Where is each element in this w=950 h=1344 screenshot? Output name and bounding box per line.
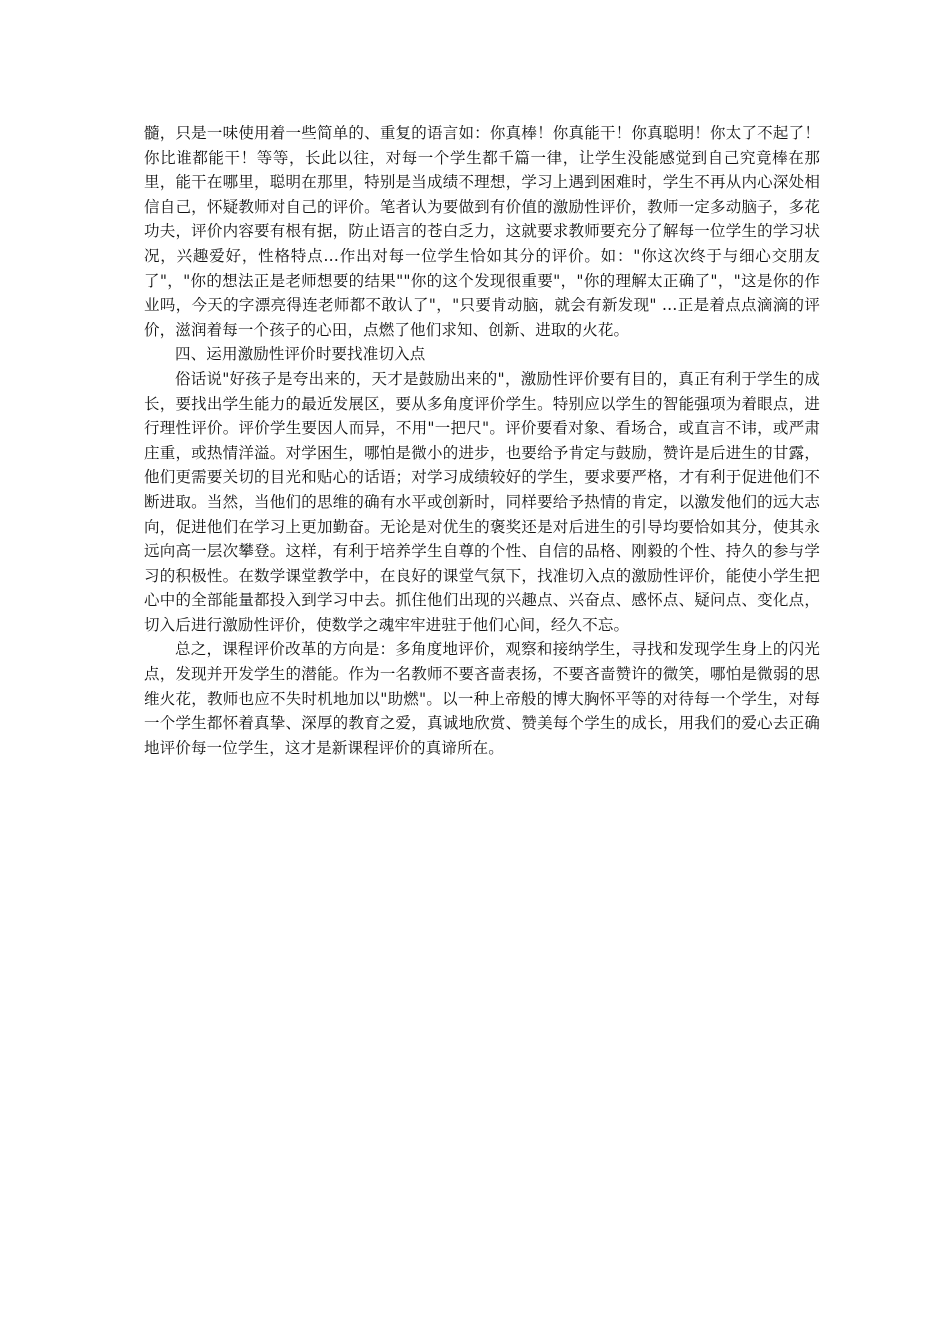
paragraph-continued: 髓，只是一味使用着一些简单的、重复的语言如：你真棒！你真能干！你真聪明！你太了不起了！你比谁都能干！等等，长此以往，对每一个学生都千篇一律，让学生没能感觉到自己究竟棒在那里，能干在哪里，聪明在那里，特别是当成绩不理想，学习上遇到困难时，学生不再从内心深处相信自己，怀疑教师对自己的评价。笔者认为要做到有价值的激励性评价，教师一定多动脑子，多花功夫，评价内容要有根有据，防止语言的苍白乏力，这就要求教师要充分了解每一位学生的学习状况，兴趣爱好，性格特点…作出对每一位学生恰如其分的评价。如："你这次终于与细心交朋友了"，"你的想法正是老师想要的结果""你的这个发现很重要"，"你的理解太正确了"，"这是你的作业吗，今天的字漂亮得连老师都不敢认了"，"只要肯动脑，就会有新发现" …正是着点点滴滴的评价，滋润着每一个孩子的心田，点燃了他们求知、创新、进取的火花。: [144, 124, 820, 339]
paragraph: 总之，课程评价改革的方向是：多角度地评价，观察和接纳学生，寻找和发现学生身上的闪光点，发现并开发学生的潜能。作为一名教师不要吝啬表扬，不要吝啬赞许的微笑，哪怕是微弱的思维火花，教师也应不失时机地加以"助燃"。以一种上帝般的博大胸怀平等的对待每一个学生，对每一个学生都怀着真挚、深厚的教育之爱，真诚地欣赏、赞美每个学生的成长，用我们的爱心去正确地评价每一位学生，这才是新课程评价的真谛所在。: [144, 640, 820, 757]
document-body: [144, 121, 820, 760]
section-heading: 四、运用激励性评价时要找准切入点: [175, 345, 426, 364]
paragraph: 俗话说"好孩子是夸出来的，天才是鼓励出来的"，激励性评价要有目的，真正有利于学生的成长，要找出学生能力的最近发展区，要从多角度评价学生。特别应以学生的智能强项为着眼点，进行理性评价。评价学生要因人而异，不用"一把尺"。评价要看对象、看场合，或直言不讳，或严肃庄重，或热情洋溢。对学困生，哪怕是微小的进步，也要给予肯定与鼓励，赞许是后进生的甘露，他们更需要关切的目光和贴心的话语；对学习成绩较好的学生，要求要严格，才有利于促进他们不断进取。当然，当他们的思维的确有水平或创新时，同样要给予热情的肯定，以激发他们的远大志向，促进他们在学习上更加勤奋。无论是对优生的褒奖还是对后进生的引导均要恰如其分，使其永远向高一层次攀登。这样，有利于培养学生自尊的个性、自信的品格、刚毅的个性、持久的参与学习的积极性。在数学课堂教学中，在良好的课堂气氛下，找准切入点的激励性评价，能使小学生把心中的全部能量都投入到学习中去。抓住他们出现的兴趣点、兴奋点、感怀点、疑问点、变化点，切入后进行激励性评价，使数学之魂牢牢进驻于他们心间，经久不忘。: [144, 369, 820, 634]
